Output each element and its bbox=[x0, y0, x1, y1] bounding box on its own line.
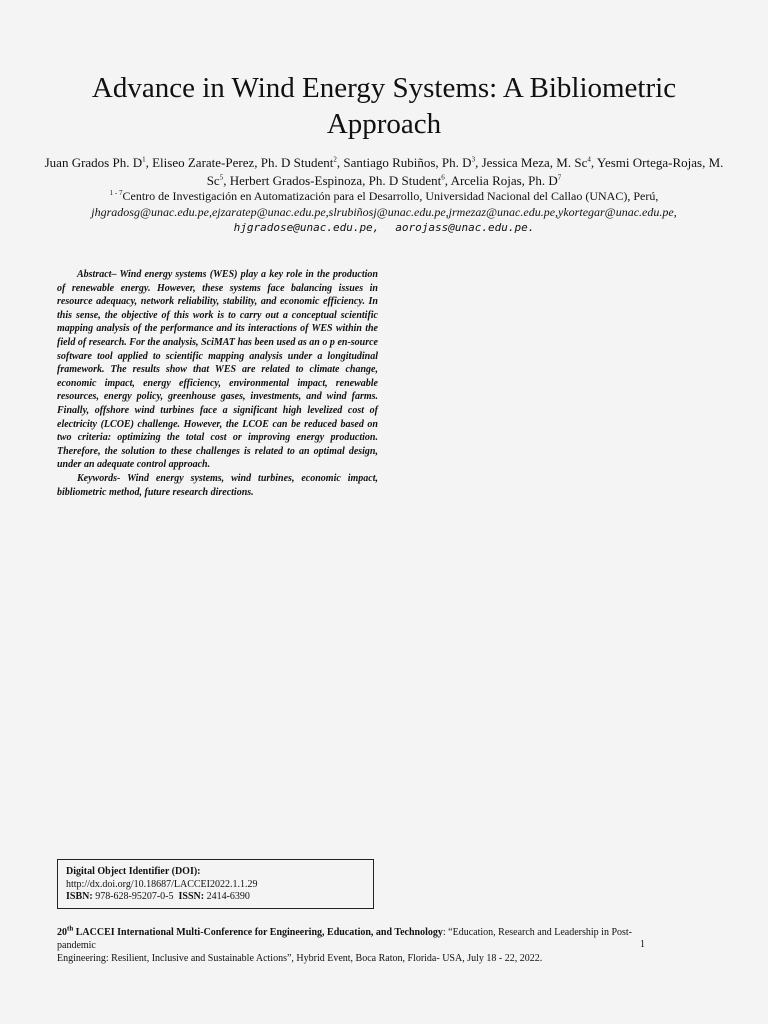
isbn-value: 978-628-95207-0-5 bbox=[95, 891, 174, 902]
footer-theme: : “Education, Research and Leadership in Post-pandemic bbox=[57, 927, 633, 951]
abstract-label: Abstract– bbox=[77, 269, 117, 280]
keywords-label: Keywords- bbox=[77, 472, 121, 484]
isbn-label: ISBN: bbox=[66, 891, 93, 902]
issn-label: ISSN: bbox=[178, 891, 205, 902]
author-sup: 5 bbox=[219, 173, 224, 182]
page-number: 1 bbox=[640, 939, 645, 950]
conference-footer bbox=[57, 926, 648, 965]
email-list: jhgradosg@unac.edu.pe,ejzaratep@unac.edu.pe,slrubiñosj@unac.edu.pe,jrmezaz@unac.edu.pe,ykortegar@unac.edu.pe, bbox=[91, 205, 677, 219]
doi-link[interactable]: http://dx.doi.org/10.18687/LACCEI2022.1.1.29 bbox=[66, 878, 258, 890]
author: Jessica Meza, M. Sc bbox=[481, 155, 588, 170]
author-sup: 6 bbox=[441, 173, 445, 182]
issn-value: 2414-6390 bbox=[206, 891, 250, 902]
affiliation-text: Centro de Investigación en Automatización para el Desarrollo, Universidad Nacional del Callao (UNAC), Perú, bbox=[122, 189, 659, 203]
footer-conference: LACCEI International Multi-Conference for Engineering, Education, and Technology bbox=[75, 927, 443, 938]
author-sup: 2 bbox=[333, 155, 337, 164]
keywords-text: Wind energy systems, wind turbines, economic impact, bibliometric method, future research directions. bbox=[57, 472, 378, 498]
doi-label: Digital Object Identifier (DOI): bbox=[66, 866, 201, 877]
author: Herbert Grados-Espinoza, Ph. D Student bbox=[229, 173, 442, 188]
abstract-text: Wind energy systems (WES) play a key role in the production of renewable energy. However, these systems face balancing issues in resource adequacy, network reliability, stability, and economic efficiency. In this sense, the objective of this work is to carry out a conceptual scientific mapping analysis of the performance and its interactions of WES within the field of research. For the analysis, SciMAT has been used as an o p en-source software tool applied to scientific mapping analysis under a longitudinal framework. The results show that WES are related to climate change, economic impact, energy efficiency, environmental impact, renewable resources, energy policy, greenhouse gases, investments, and wind farms. Finally, offshore wind turbines face a significant high levelized cost of electricity (LCOE) challenge. However, the LCOE can be reduced based on two criteria: optimizing the total cost or improving energy production. Therefore, the solution to these challenges is related to an optimal design, under an adequate control approach. bbox=[57, 269, 378, 471]
author-sup: 3 bbox=[471, 155, 476, 164]
doi-box bbox=[57, 859, 374, 909]
affiliation-sup: 1 - 7 bbox=[109, 189, 123, 197]
author-sup: 1 bbox=[142, 155, 146, 164]
footer-edition: 20th LACCEI International Multi-Conference for Engineering, Education, and Technology bbox=[57, 924, 443, 938]
email: hjgradose@unac.edu.pe, bbox=[233, 221, 380, 234]
author: Santiago Rubiños, Ph. D bbox=[343, 155, 472, 170]
isbn-issn-line bbox=[66, 891, 373, 904]
author-sup: 4 bbox=[587, 155, 591, 164]
email: aorojass@unac.edu.pe. bbox=[395, 221, 535, 234]
footer-line2: Engineering: Resilient, Inclusive and Sustainable Actions”, Hybrid Event, Boca Raton, Florida- USA, July 18 - 22, 2022. bbox=[57, 953, 543, 964]
keywords-paragraph bbox=[57, 472, 378, 499]
paper-title: Advance in Wind Energy Systems: A Bibliometric Approach bbox=[91, 72, 677, 140]
affiliation bbox=[44, 189, 724, 204]
author-sup: 7 bbox=[557, 173, 562, 182]
author: Eliseo Zarate-Perez, Ph. D Student bbox=[152, 155, 334, 170]
abstract-paragraph bbox=[57, 268, 378, 472]
email-list-continued bbox=[30, 221, 738, 235]
author: Arcelia Rojas, Ph. D bbox=[450, 173, 558, 188]
author: Yesmi Ortega-Rojas, M. Sc bbox=[206, 155, 724, 188]
author: Juan Grados Ph. D bbox=[44, 155, 143, 170]
abstract bbox=[57, 268, 378, 499]
author-list: Juan Grados Ph. $D^1$, Eliseo Zarate-Perez, Ph. D Student$^2$, Santiago Rubiños, Ph. $D^3$, Jessica Meza, M. Sc$^4$, Yesmi Ortega-Rojas, M. Sc$^5$, Herbert Grados-Espinoza, Ph. D Student$^6$, Arcelia Rojas, Ph. $D^7$ bbox=[44, 155, 724, 188]
